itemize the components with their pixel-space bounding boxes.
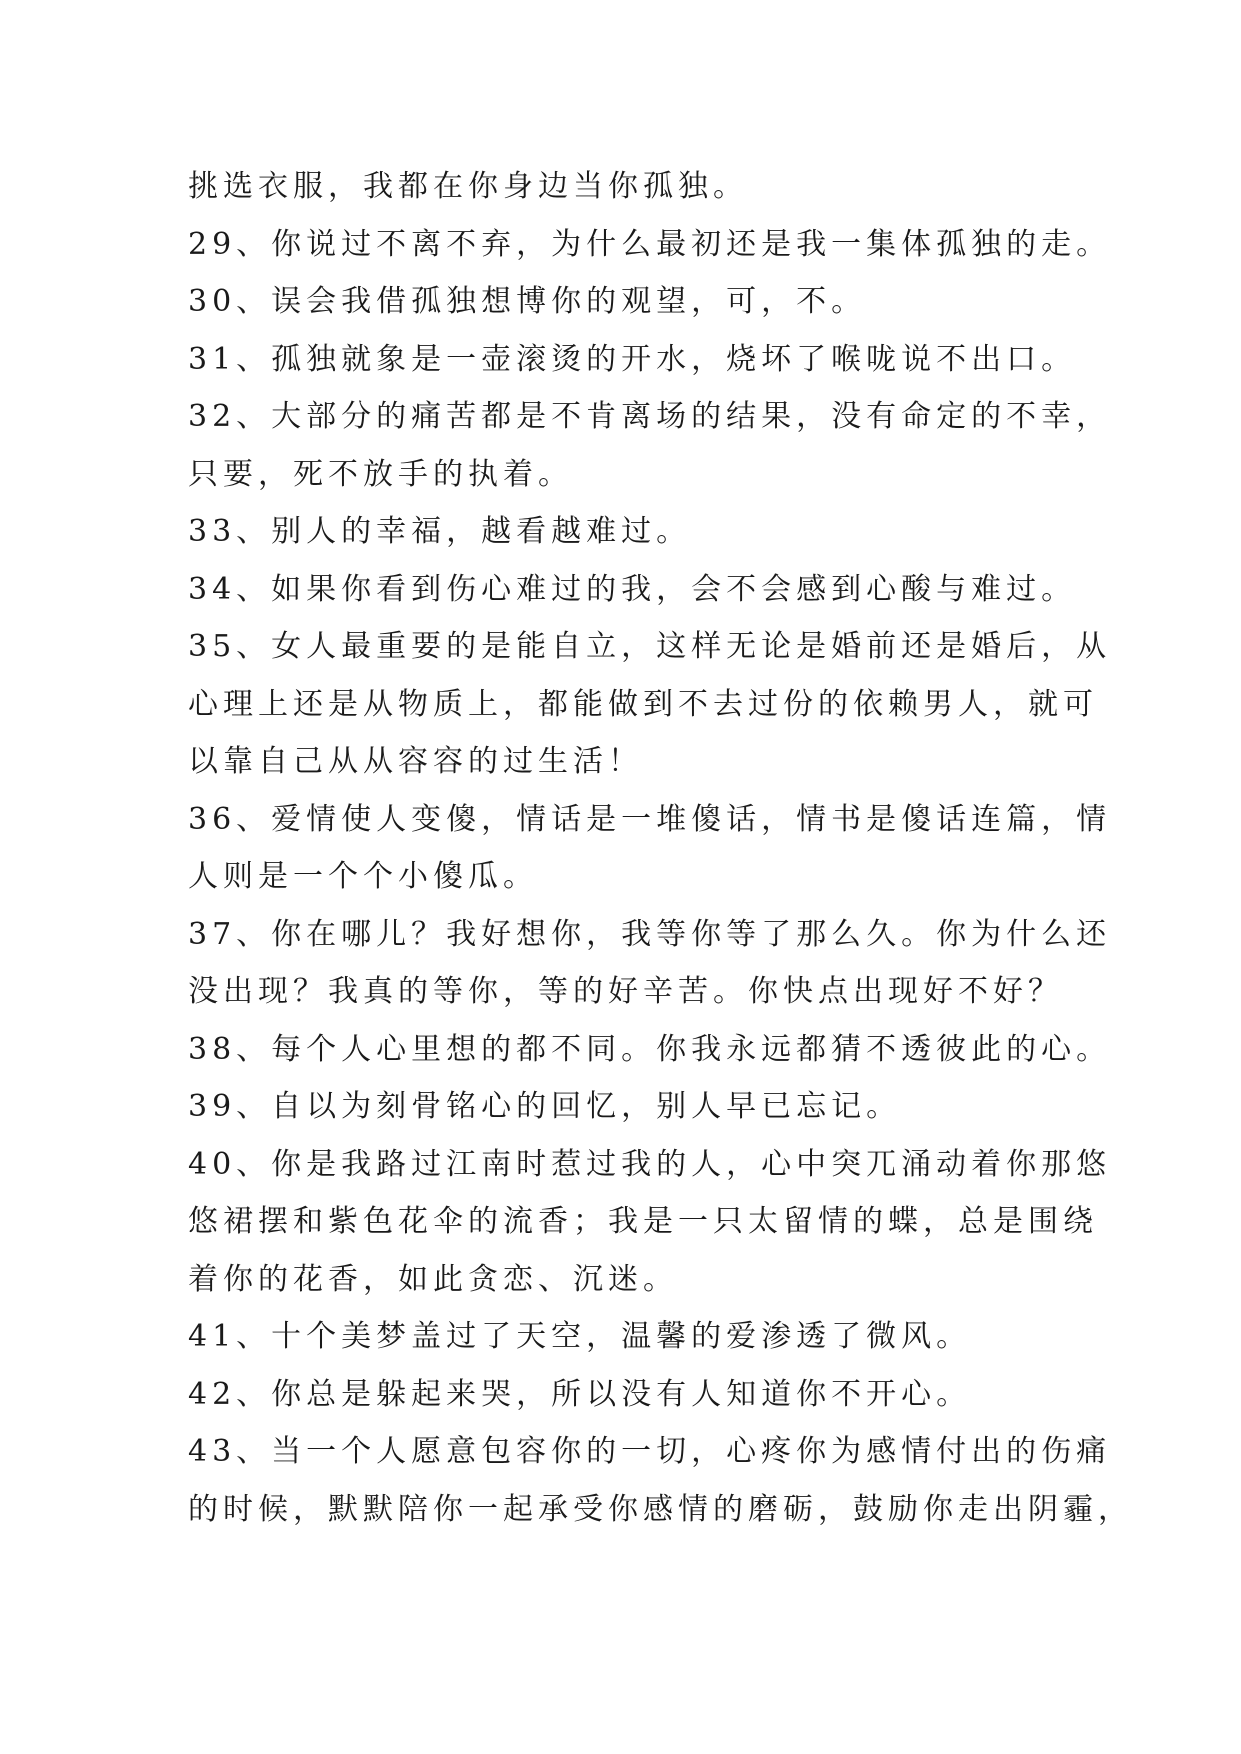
text-line: 38、每个人心里想的都不同。你我永远都猜不透彼此的心。 (188, 1031, 1112, 1067)
text-line: 心理上还是从物质上，都能做到不去过份的依赖男人，就可 (188, 686, 1098, 722)
text-line: 41、十个美梦盖过了天空，温馨的爱渗透了微风。 (188, 1319, 972, 1354)
text-line: 31、孤独就象是一壶滚烫的开水，烧坏了喉咙说不出口。 (188, 341, 1077, 377)
text-line: 的时候，默默陪你一起承受你感情的磨砺，鼓励你走出阴霾， (188, 1491, 1133, 1527)
text-line: 没出现？我真的等你，等的好辛苦。你快点出现好不好？ (188, 974, 1063, 1009)
text-line: 30、误会我借孤独想博你的观望，可，不。 (188, 284, 867, 319)
text-line: 挑选衣服，我都在你身边当你孤独。 (188, 169, 748, 204)
text-line: 人则是一个个小傻瓜。 (188, 859, 538, 894)
text-line: 35、女人最重要的是能自立，这样无论是婚前还是婚后，从 (188, 629, 1112, 664)
text-line: 33、别人的幸福，越看越难过。 (188, 514, 692, 549)
text-line: 29、你说过不离不弃，为什么最初还是我一集体孤独的走。 (188, 226, 1112, 262)
text-line: 40、你是我路过江南时惹过我的人，心中突兀涌动着你那悠 (188, 1146, 1112, 1182)
document-body (188, 158, 1133, 1538)
text-line: 42、你总是躲起来哭，所以没有人知道你不开心。 (188, 1376, 972, 1412)
text-line: 32、大部分的痛苦都是不肯离场的结果，没有命定的不幸， (188, 399, 1112, 434)
text-line: 39、自以为刻骨铭心的回忆，别人早已忘记。 (188, 1089, 902, 1124)
text-line: 着你的花香，如此贪恋、沉迷。 (188, 1261, 678, 1297)
text-line: 43、当一个人愿意包容你的一切，心疼你为感情付出的伤痛 (188, 1434, 1112, 1469)
text-line: 37、你在哪儿？我好想你，我等你等了那么久。你为什么还 (188, 916, 1112, 952)
text-line: 只要，死不放手的执着。 (188, 456, 573, 492)
text-line: 34、如果你看到伤心难过的我，会不会感到心酸与难过。 (188, 571, 1077, 607)
text-line: 36、爱情使人变傻，情话是一堆傻话，情书是傻话连篇，情 (188, 801, 1112, 837)
text-line: 悠裙摆和紫色花伞的流香；我是一只太留情的蝶，总是围绕 (188, 1204, 1098, 1239)
text-line: 以靠自己从从容容的过生活！ (188, 744, 643, 779)
